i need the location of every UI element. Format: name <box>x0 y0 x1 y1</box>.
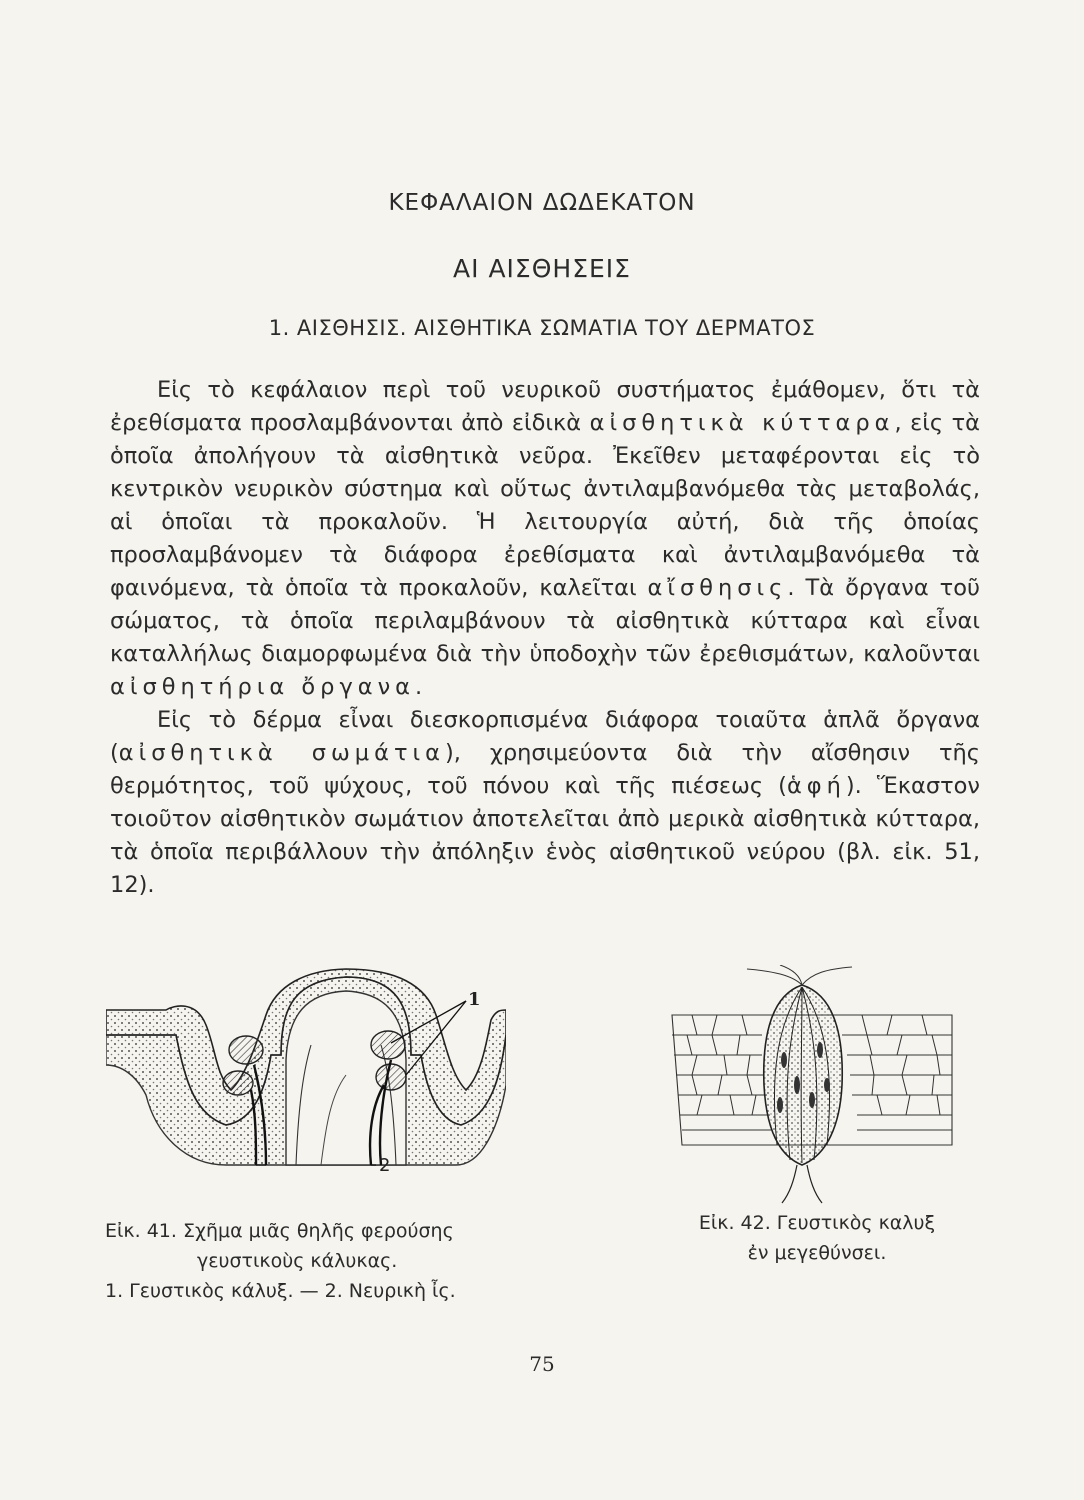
p1-text-e: . Τὰ ὄργανα τοῦ σώματος, τὰ ὁποῖα περιλαμβάνουν τὰ αἰσθητικὰ κύτταρα καὶ εἶναι καταλλήλως διαμορφωμένα διὰ τὴν ὑποδοχὴν τῶν ἐρεθισμάτων, καλοῦνται <box>110 575 980 667</box>
figure-41-caption-line-1: Εἰκ. 41. Σχῆμα μιᾶς θηλῆς φερούσης <box>105 1220 454 1242</box>
p1-text-c: , εἰς τὰ ὁποῖα ἀπολήγουν τὰ αἰσθητικὰ νεῦρα. Ἐκεῖθεν μεταφέρονται εἰς τὸ κεντρικὸν νευρικὸν σύστημα καὶ οὕτως ἀντιλαμβανόμεθα τὰς μεταβολάς, αἱ ὁποῖαι τὰ προκαλοῦν. Ἡ λειτουργία αὐτή, διὰ τῆς ὁποίας προσλαμβάνομεν τὰ διάφορα ἐρεθίσματα καὶ ἀντιλαμβανόμεθα τὰ φαινόμενα, τὰ ὁποῖα τὰ προκαλοῦν, καλεῖται <box>110 410 981 601</box>
figure-41-label-1: 1 <box>468 989 481 1010</box>
figure-41-legend: 1. Γευστικὸς κάλυξ. — 2. Νευρικὴ ἶς. <box>105 1280 456 1302</box>
p2-text-c: ), χρησιμεύοντα διὰ τὴν αἴσθησιν τῆς θερμότητος, τοῦ ψύχους, τοῦ πόνου καὶ τῆς πιέσεως ( <box>110 740 980 799</box>
p2-text-a: Εἰς τὸ δέρμα εἶναι διεσκορπισμένα διάφορα τοιαῦτα ἁπλᾶ ὄργανα ( <box>110 707 980 766</box>
figure-41-papilla-illustration <box>106 965 506 1185</box>
p1-spaced-term-2: αἴσθησις <box>647 575 788 601</box>
body-text <box>110 374 980 902</box>
figure-42-caption-line-2: ἐν μεγεθύνσει. <box>747 1242 887 1264</box>
chapter-title: ΚΕΦΑΛΑΙΟΝ ΔΩΔΕΚΑΤΟΝ <box>388 190 696 216</box>
figure-42-caption <box>672 1208 962 1268</box>
figure-42-caption-line-1: Εἰκ. 42. Γευστικὸς καλυξ <box>698 1212 936 1234</box>
p1-text-a: Εἰς τὸ κεφάλαιον περὶ τοῦ νευρικοῦ συστήματος ἐμάθομεν, ὅτι τὰ ἐρεθίσματα προσλαμβάνονται ἀπὸ εἰδικὰ <box>110 377 980 436</box>
page-number: 75 <box>529 1352 555 1376</box>
figure-41-label-2: 2 <box>379 1155 391 1176</box>
paragraph-2 <box>110 704 980 902</box>
paragraph-1 <box>110 374 980 704</box>
p1-spaced-term-1: αἰσθητικὰ κύτταρα <box>589 410 895 436</box>
p2-spaced-term-2: ἁφή <box>786 773 846 799</box>
p1-spaced-term-3: αἰσθητήρια ὄργανα <box>110 674 416 700</box>
p2-text-e: ). Ἕκαστον τοιοῦτον αἰσθητικὸν σωμάτιον ἀποτελεῖται ἀπὸ μερικὰ αἰσθητικὰ κύτταρα, τὰ ὁποῖα περιβάλλουν τὴν ἀπόληξιν ἑνὸς αἰσθητικοῦ νεύρου (βλ. εἰκ. 51, 12). <box>110 773 980 898</box>
p1-text-g: . <box>415 674 423 700</box>
figure-41-caption <box>105 1216 545 1306</box>
section-heading: 1. ΑΙΣΘΗΣΙΣ. ΑΙΣΘΗΤΙΚΑ ΣΩΜΑΤΙΑ ΤΟΥ ΔΕΡΜΑΤΟΣ <box>268 316 816 340</box>
chapter-subtitle: ΑΙ ΑΙΣΘΗΣΕΙΣ <box>453 254 631 283</box>
p2-spaced-term-1: αἰσθητικὰ σωμάτια <box>118 740 445 766</box>
figure-41-caption-line-2: γευστικοὺς κάλυκας. <box>197 1250 398 1272</box>
figure-42-taste-bud-illustration <box>652 965 962 1205</box>
